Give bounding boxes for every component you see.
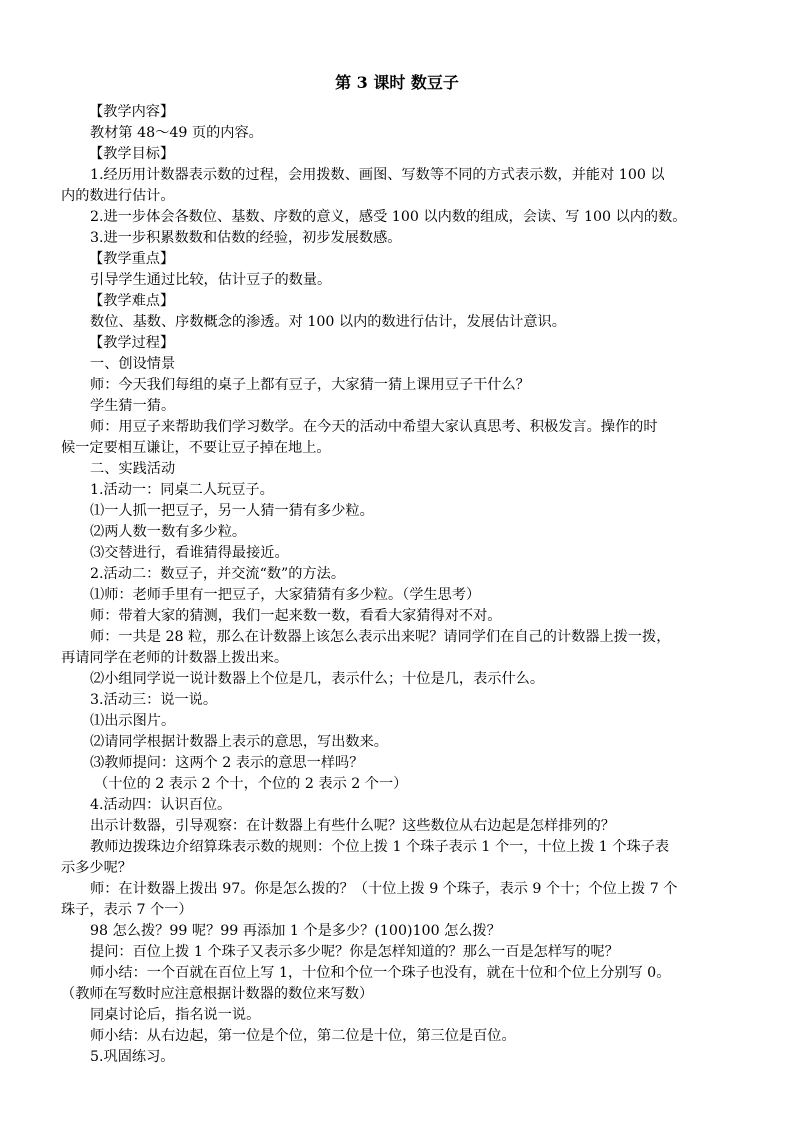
section-heading: 【教学内容】 <box>89 104 175 120</box>
page-title: 第 3 课时 数豆子 <box>335 73 459 92</box>
text-line: 内的数进行估计。 <box>61 188 175 204</box>
text-line: 1.活动一：同桌二人玩豆子。 <box>90 482 274 498</box>
text-line: 数位、基数、序数概念的渗透。对 100 以内的数进行估计，发展估计意识。 <box>90 314 566 330</box>
text-line: 示多少呢？ <box>61 860 132 876</box>
text-line: 同桌讨论后，指名说一说。 <box>90 1007 261 1023</box>
text-line: 师小结：一个百就在百位上写 1，十位和个位一个珠子也没有，就在十位和个位上分别写 0。 <box>90 965 671 981</box>
text-line: 再请同学在老师的计数器上拨出来。 <box>61 650 289 666</box>
section-heading: 【教学重点】 <box>89 251 175 267</box>
section-heading: 【教学难点】 <box>89 293 175 309</box>
text-line: 候一定要相互谦让，不要让豆子掉在地上。 <box>61 440 331 456</box>
text-line: 5.巩固练习。 <box>90 1049 175 1065</box>
text-line: 一、创设情景 <box>90 356 176 372</box>
text-line: 师：带着大家的猜测，我们一起来数一数，看看大家猜得对不对。 <box>90 608 502 624</box>
text-line: ⑵小组同学说一说计数器上个位是几，表示什么；十位是几，表示什么。 <box>90 671 545 687</box>
section-heading: 【教学目标】 <box>89 146 175 162</box>
text-line: 3.活动三：说一说。 <box>90 692 218 708</box>
text-line: 提问：百位上拨 1 个珠子又表示多少呢？你是怎样知道的？那么一百是怎样写的呢？ <box>90 944 619 960</box>
text-line: ⑶教师提问：这两个 2 表示的意思一样吗？ <box>90 755 364 771</box>
text-line: 二、实践活动 <box>90 461 176 477</box>
text-line: 师：今天我们每组的桌子上都有豆子，大家猜一猜上课用豆子干什么？ <box>90 377 530 393</box>
text-line: ⑶交替进行，看谁猜得最接近。 <box>90 545 289 561</box>
text-line: 师：在计数器上拨出 97。你是怎么拨的？（十位上拨 9 个珠子，表示 9 个十；个位上拨 7 个 <box>90 881 678 897</box>
text-line: 教师边拨珠边介绍算珠表示数的规则：个位上拨 1 个珠子表示 1 个一，十位上拨 1 个珠子表 <box>90 839 670 855</box>
text-line: ⑴出示图片。 <box>90 713 176 729</box>
document-body <box>61 102 734 1068</box>
text-line: 师：用豆子来帮助我们学习数学。在今天的活动中希望大家认真思考、积极发言。操作的时 <box>90 419 658 435</box>
text-line: ⑵两人数一数有多少粒。 <box>90 524 247 540</box>
text-line: 师小结：从右边起，第一位是个位，第二位是十位，第三位是百位。 <box>90 1028 516 1044</box>
text-line: ⑵请同学根据计数器上表示的意思，写出数来。 <box>90 734 388 750</box>
text-line: 出示计数器，引导观察：在计数器上有些什么呢？这些数位从右边起是怎样排列的？ <box>90 818 615 834</box>
text-line: 2.活动二：数豆子，并交流“数”的方法。 <box>90 566 346 582</box>
text-line: 1.经历用计数器表示数的过程，会用拨数、画图、写数等不同的方式表示数，并能对 100 以 <box>90 167 665 183</box>
text-line: （教师在写数时应注意根据计数器的数位来写数） <box>61 986 374 1002</box>
text-line: 3.进一步积累数数和估数的经验，初步发展数感。 <box>90 230 402 246</box>
text-line: 4.活动四：认识百位。 <box>90 797 232 813</box>
section-heading: 【教学过程】 <box>89 335 175 351</box>
text-line: 2.进一步体会各数位、基数、序数的意义，感受 100 以内数的组成，会读、写 100 以内的数。 <box>90 209 687 225</box>
text-line: ⑴师：老师手里有一把豆子，大家猜猜有多少粒。（学生思考） <box>90 587 481 603</box>
text-line: 师：一共是 28 粒，那么在计数器上该怎么表示出来呢？请同学们在自己的计数器上拨一拨， <box>90 629 671 645</box>
text-line: 引导学生通过比较，估计豆子的数量。 <box>90 272 332 288</box>
text-line: 学生猜一猜。 <box>90 398 176 414</box>
text-line: 珠子，表示 7 个一） <box>61 902 193 918</box>
text-line: ⑴一人抓一把豆子，另一人猜一猜有多少粒。 <box>90 503 374 519</box>
text-line: 98 怎么拨？99 呢？99 再添加 1 个是多少？(100)100 怎么拨？ <box>90 923 501 939</box>
text-line: 教材第 48～49 页的内容。 <box>90 125 263 141</box>
text-line: （十位的 2 表示 2 个十，个位的 2 表示 2 个一） <box>94 776 408 792</box>
